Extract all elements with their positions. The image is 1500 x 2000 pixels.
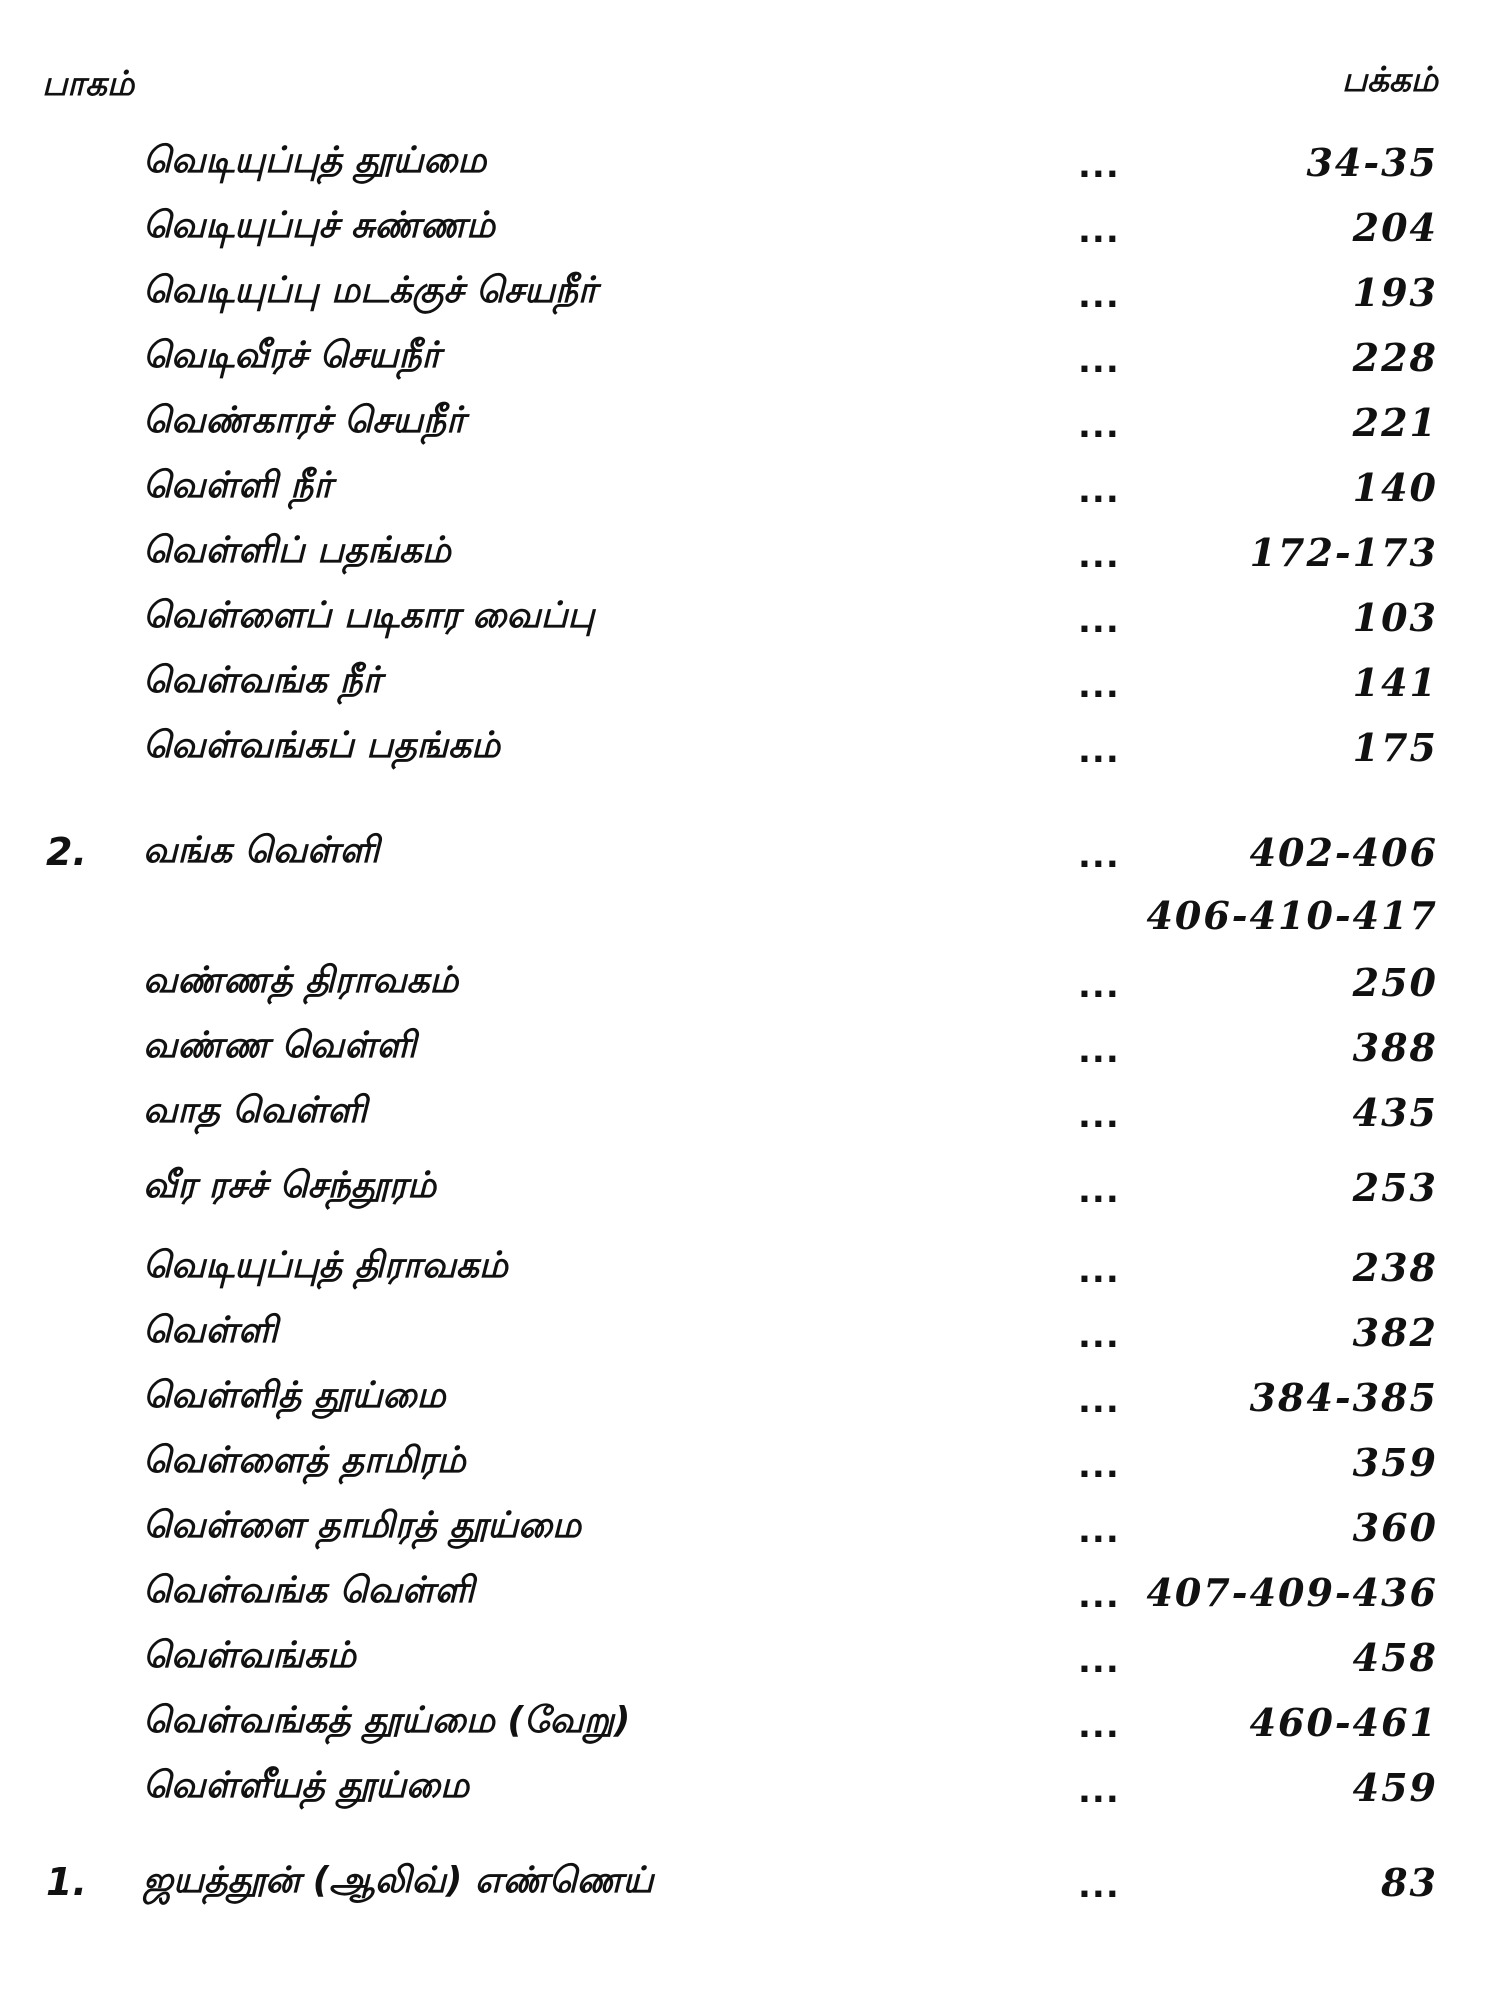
- entry-title: வண்ண வெள்ளி: [143, 1025, 417, 1066]
- index-row: [0, 660, 1500, 720]
- leader-dots: ...: [1078, 1771, 1120, 1811]
- column-header-page: பக்கம்: [1341, 60, 1438, 100]
- page-number: 140: [1352, 465, 1438, 510]
- leader-dots: ...: [1078, 1031, 1120, 1071]
- index-row: [0, 270, 1500, 330]
- entry-title: வீர ரசச் செந்தூரம்: [143, 1165, 437, 1206]
- entry-title: வெள்ளை தாமிரத் தூய்மை: [143, 1505, 582, 1546]
- index-row: [0, 595, 1500, 655]
- entry-title: வெடியுப்புச் சுண்ணம்: [143, 205, 496, 246]
- page-number: 460-461: [1249, 1700, 1438, 1745]
- index-row: [0, 335, 1500, 395]
- leader-dots: ...: [1078, 666, 1120, 706]
- index-row: [0, 140, 1500, 200]
- page-number: 238: [1352, 1245, 1438, 1290]
- index-row: [0, 465, 1500, 525]
- index-row: [0, 725, 1500, 785]
- entry-title: வெள்ளிப் பதங்கம்: [143, 530, 451, 571]
- entry-title: வெள்ளீயத் தூய்மை: [143, 1765, 470, 1806]
- leader-dots: ...: [1078, 1511, 1120, 1551]
- entry-title: வெள்ளி நீர்: [143, 465, 333, 506]
- entry-title: வெள்ளைத் தாமிரம்: [143, 1440, 466, 1481]
- leader-dots: ...: [1078, 341, 1120, 381]
- leader-dots: ...: [1078, 966, 1120, 1006]
- leader-dots: ...: [1078, 1251, 1120, 1291]
- page-number: 459: [1352, 1765, 1438, 1810]
- entry-title: வெடிவீரச் செயநீர்: [143, 335, 441, 376]
- leader-dots: ...: [1078, 836, 1120, 876]
- entry-title: வெள்வங்கம்: [143, 1635, 356, 1676]
- leader-dots: ...: [1078, 1096, 1120, 1136]
- index-row: [0, 205, 1500, 265]
- page-number: 193: [1352, 270, 1438, 315]
- index-row: [0, 1245, 1500, 1305]
- leader-dots: ...: [1078, 536, 1120, 576]
- index-row: [0, 830, 1500, 890]
- leader-dots: ...: [1078, 276, 1120, 316]
- index-row: [0, 1310, 1500, 1370]
- entry-title: வெள்வங்கப் பதங்கம்: [143, 725, 501, 766]
- page-number: 253: [1352, 1165, 1438, 1210]
- page-number: 359: [1352, 1440, 1438, 1485]
- index-row: [0, 1700, 1500, 1760]
- entry-title: வெண்காரச் செயநீர்: [143, 400, 465, 441]
- leader-dots: ...: [1078, 1866, 1120, 1906]
- index-row: [0, 893, 1500, 953]
- leader-dots: ...: [1078, 1446, 1120, 1486]
- entry-title: வாத வெள்ளி: [143, 1090, 367, 1131]
- entry-title: வண்ணத் திராவகம்: [143, 960, 459, 1001]
- leader-dots: ...: [1078, 406, 1120, 446]
- index-row: [0, 1440, 1500, 1500]
- entry-title: வெள்வங்கத் தூய்மை (வேறு): [143, 1700, 631, 1741]
- leader-dots: ...: [1078, 146, 1120, 186]
- page-number: 34-35: [1306, 140, 1438, 185]
- entry-title: ஜயத்தூன் (ஆலிவ்) எண்ணெய்: [143, 1860, 654, 1901]
- entry-title: வெள்வங்க வெள்ளி: [143, 1570, 475, 1611]
- page-number: 407-409-436: [1146, 1570, 1438, 1615]
- leader-dots: ...: [1078, 471, 1120, 511]
- index-row: [0, 1165, 1500, 1225]
- page-number: 204: [1352, 205, 1438, 250]
- entry-title: வெள்ளைப் படிகார வைப்பு: [143, 595, 595, 636]
- leader-dots: ...: [1078, 731, 1120, 771]
- page-number: 175: [1352, 725, 1438, 770]
- index-row: [0, 1765, 1500, 1825]
- page-number: 382: [1352, 1310, 1438, 1355]
- leader-dots: ...: [1078, 601, 1120, 641]
- page-number: 250: [1352, 960, 1438, 1005]
- index-row: [0, 1570, 1500, 1630]
- index-row: [0, 530, 1500, 590]
- column-header-section: பாகம்: [42, 64, 135, 104]
- section-number: 2.: [46, 830, 87, 874]
- entry-title: வங்க வெள்ளி: [143, 830, 380, 871]
- leader-dots: ...: [1078, 1316, 1120, 1356]
- index-row: [0, 1505, 1500, 1565]
- leader-dots: ...: [1078, 1576, 1120, 1616]
- index-row: [0, 1635, 1500, 1695]
- leader-dots: ...: [1078, 211, 1120, 251]
- index-row: [0, 1025, 1500, 1085]
- index-row: [0, 960, 1500, 1020]
- page-number: 402-406: [1249, 830, 1438, 875]
- page-number: 435: [1352, 1090, 1438, 1135]
- entry-title: வெடியுப்பு மடக்குச் செயநீர்: [143, 270, 597, 311]
- page-number: 384-385: [1249, 1375, 1438, 1420]
- page-number: 388: [1352, 1025, 1438, 1070]
- section-number: 1.: [46, 1860, 87, 1904]
- page-number: 141: [1352, 660, 1438, 705]
- index-row: [0, 1090, 1500, 1150]
- entry-title: வெள்ளி: [143, 1310, 278, 1351]
- leader-dots: ...: [1078, 1171, 1120, 1211]
- page-number: 221: [1352, 400, 1438, 445]
- page-number: 83: [1381, 1860, 1438, 1905]
- page-number: 406-410-417: [1146, 893, 1438, 938]
- index-row: [0, 1375, 1500, 1435]
- page-number: 360: [1352, 1505, 1438, 1550]
- entry-title: வெள்ளித் தூய்மை: [143, 1375, 446, 1416]
- page-number: 172-173: [1249, 530, 1438, 575]
- page-number: 103: [1352, 595, 1438, 640]
- entry-title: வெடியுப்புத் திராவகம்: [143, 1245, 508, 1286]
- entry-title: வெள்வங்க நீர்: [143, 660, 382, 701]
- leader-dots: ...: [1078, 1381, 1120, 1421]
- entry-title: வெடியுப்புத் தூய்மை: [143, 140, 487, 181]
- page-number: 228: [1352, 335, 1438, 380]
- page-number: 458: [1352, 1635, 1438, 1680]
- index-row: [0, 1860, 1500, 1920]
- index-row: [0, 400, 1500, 460]
- leader-dots: ...: [1078, 1641, 1120, 1681]
- leader-dots: ...: [1078, 1706, 1120, 1746]
